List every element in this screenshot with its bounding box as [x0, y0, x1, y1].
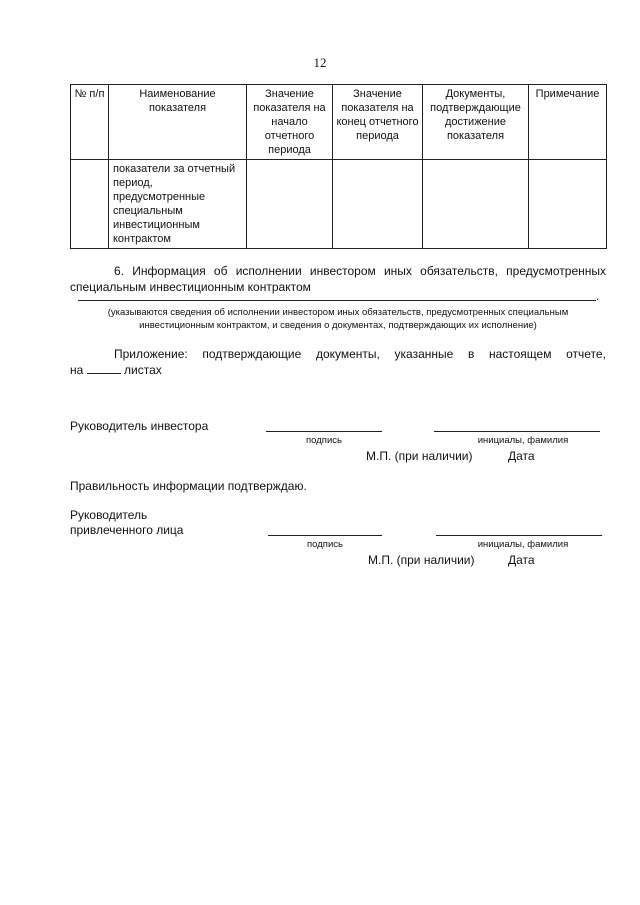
- investor-signature-line: [266, 431, 382, 432]
- involved-date: Дата: [508, 553, 535, 567]
- involved-stamp: М.П. (при наличии): [368, 553, 475, 567]
- cell-documents: [423, 160, 529, 249]
- section6-note: (указываются сведения об исполнении инвестором иных обязательств, предусмотренных специальным инвестиционным контрактом, и сведения о документах, подтверждающих их исполнение): [107, 307, 569, 331]
- involved-name-caption: инициалы, фамилия: [477, 539, 569, 550]
- investor-sign-caption: подпись: [306, 435, 342, 446]
- section6-heading: 6. Информация об исполнении инвестором иных обязательств, предусмотренных специальным инвестиционным контрактом: [70, 264, 606, 294]
- appendix-suffix: листах: [124, 363, 162, 377]
- appendix-line1: [70, 346, 606, 362]
- investor-date: Дата: [508, 449, 535, 463]
- involved-name-line: [436, 535, 602, 536]
- appendix-line2: [70, 362, 606, 378]
- investor-head-label: Руководитель инвестора: [70, 419, 209, 433]
- appendix: [70, 346, 606, 378]
- header-number: № п/п: [71, 85, 109, 160]
- header-note: Примечание: [529, 85, 607, 160]
- cell-value-start: [247, 160, 333, 249]
- appendix-word: указанные: [394, 347, 454, 361]
- cell-note: [529, 160, 607, 249]
- header-value-end: Значение показателя на конец отчетного периода: [333, 85, 423, 160]
- involved-signature-line: [268, 535, 382, 536]
- cell-indicator-name: показатели за отчетный период, предусмотренные специальным инвестиционным контрактом: [109, 160, 247, 249]
- header-indicator-name: Наименование показателя: [109, 85, 247, 160]
- investor-name-line: [434, 431, 600, 432]
- table-header-row: [71, 85, 607, 160]
- involved-head-label-line2: привлеченного лица: [70, 523, 184, 537]
- appendix-word: в: [467, 347, 475, 361]
- indicators-table: [70, 84, 607, 249]
- investor-name-caption: инициалы, фамилия: [477, 435, 569, 446]
- appendix-word: настоящем: [488, 347, 552, 361]
- section6-fill-line: [78, 300, 596, 301]
- appendix-word: отчете,: [566, 347, 606, 361]
- investor-stamp: М.П. (при наличии): [366, 449, 473, 463]
- page-number: 12: [313, 55, 327, 70]
- appendix-word: подтверждающие: [202, 347, 302, 361]
- cell-value-end: [333, 160, 423, 249]
- header-value-start: Значение показателя на начало отчетного периода: [247, 85, 333, 160]
- appendix-word: документы,: [315, 347, 380, 361]
- involved-sign-caption: подпись: [307, 539, 343, 550]
- table-row: [71, 160, 607, 249]
- confirm-text: Правильность информации подтверждаю.: [70, 479, 307, 493]
- header-documents: Документы, подтверждающие достижение показателя: [423, 85, 529, 160]
- involved-head-label-line1: Руководитель: [70, 508, 148, 522]
- appendix-prefix: на: [70, 363, 84, 377]
- section6-line-end: .: [596, 291, 600, 303]
- appendix-word: Приложение:: [114, 347, 188, 361]
- sheets-count-blank: [87, 362, 121, 374]
- cell-number: [71, 160, 109, 249]
